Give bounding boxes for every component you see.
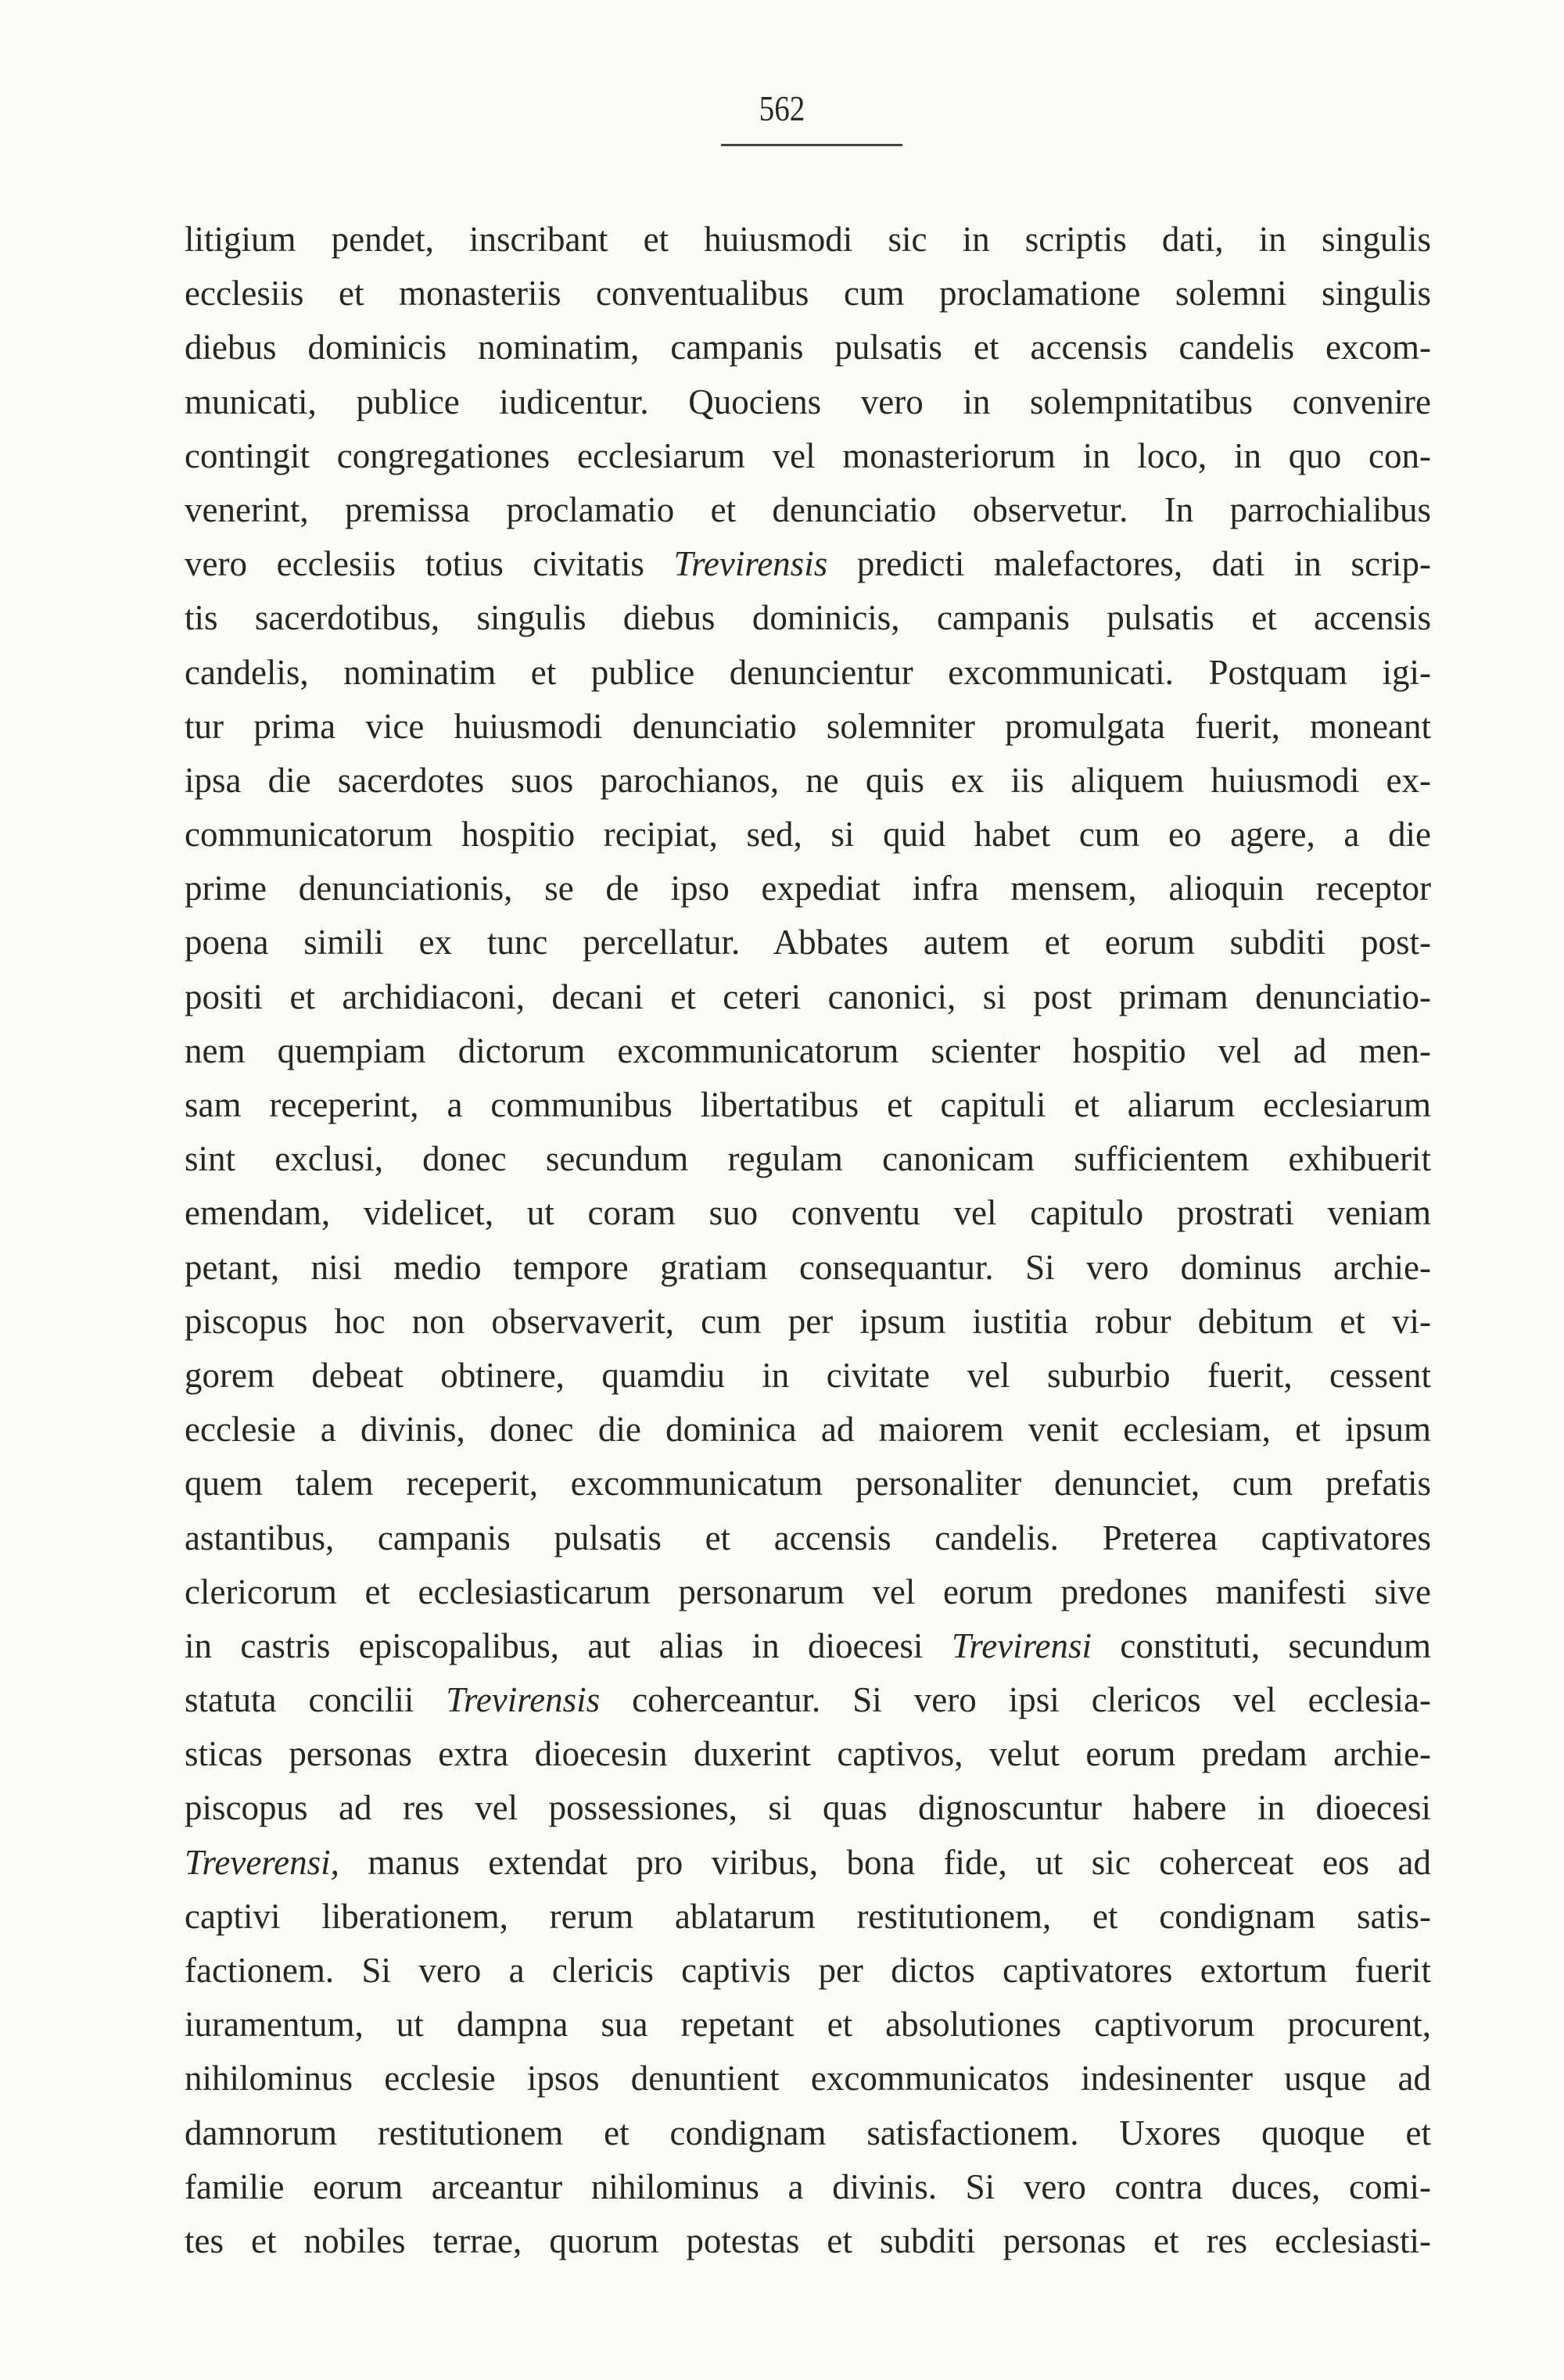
text-segment: nem quempiam dictorum excommunicatorum scienter hospitio vel ad men- bbox=[185, 1030, 1431, 1070]
text-line bbox=[185, 1944, 1431, 1998]
text-segment: poena simili ex tunc percellatur. Abbates autem et eorum subditi post- bbox=[185, 923, 1431, 962]
text-segment: ipsa die sacerdotes suos parochianos, ne quis ex iis aliquem huiusmodi ex- bbox=[185, 760, 1431, 800]
text-segment: municati, publice iudicentur. Quociens vero in solempnitatibus convenire bbox=[185, 382, 1431, 421]
header-rule bbox=[721, 144, 902, 146]
text-line bbox=[185, 1565, 1431, 1619]
text-line bbox=[185, 1078, 1431, 1132]
text-line bbox=[185, 1241, 1431, 1295]
italic-place-name: Trevirensis bbox=[446, 1680, 601, 1720]
text-line bbox=[185, 916, 1431, 970]
text-segment: sint exclusi, donec secundum regulam canonicam sufficientem exhibuerit bbox=[185, 1139, 1431, 1179]
text-line bbox=[185, 1619, 1431, 1673]
text-segment: manus extendat pro viribus, bona fide, ut sic coherceat eos ad bbox=[339, 1842, 1431, 1882]
text-segment: in castris episcopalibus, aut alias in dioecesi bbox=[185, 1625, 952, 1665]
text-line bbox=[185, 1132, 1431, 1186]
text-line bbox=[185, 2160, 1431, 2214]
text-segment: damnorum restitutionem et condignam satisfactionem. Uxores quoque et bbox=[185, 2113, 1431, 2152]
text-line bbox=[185, 1511, 1431, 1565]
text-line bbox=[185, 213, 1431, 267]
text-line bbox=[185, 1186, 1431, 1240]
text-segment: ecclesiis et monasteriis conventualibus cum proclamatione solemni singulis bbox=[185, 274, 1431, 314]
text-line bbox=[185, 754, 1431, 808]
text-line bbox=[185, 267, 1431, 321]
text-line bbox=[185, 1781, 1431, 1835]
text-segment: coherceantur. Si vero ipsi clericos vel ecclesia- bbox=[600, 1680, 1431, 1720]
text-line bbox=[185, 1727, 1431, 1781]
text-segment: litigium pendet, inscribant et huiusmodi sic in scriptis dati, in singulis bbox=[185, 220, 1431, 259]
text-line bbox=[185, 1457, 1431, 1511]
text-segment: predicti malefactores, dati in scrip- bbox=[827, 544, 1431, 584]
text-segment: candelis, nominatim et publice denuncientur excommunicati. Postquam igi- bbox=[185, 652, 1431, 692]
text-segment: gorem debeat obtinere, quamdiu in civitate vel suburbio fuerit, cessent bbox=[185, 1355, 1431, 1395]
text-segment: vero ecclesiis totius civitatis bbox=[185, 544, 674, 584]
text-segment: contingit congregationes ecclesiarum vel monasteriorum in loco, in quo con- bbox=[185, 435, 1431, 475]
text-line bbox=[185, 808, 1431, 862]
text-line bbox=[185, 1024, 1431, 1078]
text-line bbox=[185, 862, 1431, 916]
text-segment: piscopus ad res vel possessiones, si quas dignoscuntur habere in dioecesi bbox=[185, 1788, 1431, 1828]
text-line bbox=[185, 1673, 1431, 1727]
text-line bbox=[185, 483, 1431, 537]
text-line bbox=[185, 591, 1431, 645]
text-line bbox=[185, 1836, 1431, 1890]
body-text bbox=[185, 213, 1431, 2268]
italic-place-name: Treverensi, bbox=[185, 1842, 339, 1882]
italic-place-name: Trevirensis bbox=[673, 544, 828, 584]
text-segment: piscopus hoc non observaverit, cum per ipsum iustitia robur debitum et vi- bbox=[185, 1301, 1431, 1341]
text-line bbox=[185, 2052, 1431, 2106]
text-line bbox=[185, 646, 1431, 700]
text-segment: clericorum et ecclesiasticarum personarum vel eorum predones manifesti sive bbox=[185, 1572, 1431, 1611]
text-line bbox=[185, 2214, 1431, 2268]
text-segment: communicatorum hospitio recipiat, sed, si quid habet cum eo agere, a die bbox=[185, 815, 1431, 855]
text-segment: constituti, secundum bbox=[1092, 1625, 1431, 1665]
text-line bbox=[185, 429, 1431, 483]
text-line bbox=[185, 1295, 1431, 1349]
text-segment: factionem. Si vero a clericis captivis per dictos captivatores extortum fuerit bbox=[185, 1951, 1431, 1990]
text-segment: petant, nisi medio tempore gratiam consequantur. Si vero dominus archie- bbox=[185, 1247, 1431, 1287]
text-line bbox=[185, 1403, 1431, 1457]
text-segment: sticas personas extra dioecesin duxerint captivos, velut eorum predam archie- bbox=[185, 1734, 1431, 1774]
text-segment: astantibus, campanis pulsatis et accensis candelis. Preterea captivatores bbox=[185, 1518, 1431, 1557]
text-segment: captivi liberationem, rerum ablatarum restitutionem, et condignam satis- bbox=[185, 1896, 1431, 1936]
text-segment: prime denunciationis, se de ipso expediat infra mensem, alioquin receptor bbox=[185, 869, 1431, 909]
text-segment: tur prima vice huiusmodi denunciatio solemniter promulgata fuerit, moneant bbox=[185, 706, 1431, 746]
text-line bbox=[185, 321, 1431, 375]
text-line bbox=[185, 537, 1431, 591]
text-segment: familie eorum arceantur nihilominus a divinis. Si vero contra duces, comi- bbox=[185, 2167, 1431, 2206]
text-segment: venerint, premissa proclamatio et denunciatio observetur. In parrochialibus bbox=[185, 489, 1431, 529]
text-segment: emendam, videlicet, ut coram suo conventu vel capitulo prostrati veniam bbox=[185, 1193, 1431, 1233]
text-line bbox=[185, 1349, 1431, 1403]
text-segment: diebus dominicis nominatim, campanis pulsatis et accensis candelis excom- bbox=[185, 328, 1431, 367]
text-line bbox=[185, 375, 1431, 429]
text-segment: ecclesie a divinis, donec die dominica ad maiorem venit ecclesiam, et ipsum bbox=[185, 1410, 1431, 1450]
text-segment: positi et archidiaconi, decani et ceteri canonici, si post primam denunciatio- bbox=[185, 977, 1431, 1016]
text-segment: sam receperint, a communibus libertatibus et capituli et aliarum ecclesiarum bbox=[185, 1085, 1431, 1124]
italic-place-name: Trevirensi bbox=[951, 1625, 1092, 1665]
text-line bbox=[185, 1998, 1431, 2052]
text-line bbox=[185, 970, 1431, 1024]
text-line bbox=[185, 700, 1431, 754]
text-line bbox=[185, 1890, 1431, 1944]
text-segment: quem talem receperit, excommunicatum personaliter denunciet, cum prefatis bbox=[185, 1464, 1431, 1504]
text-segment: statuta concilii bbox=[185, 1680, 447, 1720]
text-segment: tis sacerdotibus, singulis diebus dominicis, campanis pulsatis et accensis bbox=[185, 598, 1431, 638]
text-segment: iuramentum, ut dampna sua repetant et absolutiones captivorum procurent, bbox=[185, 2005, 1431, 2045]
text-segment: tes et nobiles terrae, quorum potestas et subditi personas et res ecclesiasti- bbox=[185, 2220, 1431, 2260]
text-line bbox=[185, 2106, 1431, 2160]
text-segment: nihilominus ecclesie ipsos denuntient excommunicatos indesinenter usque ad bbox=[185, 2059, 1431, 2099]
page-number: 562 bbox=[759, 88, 805, 128]
